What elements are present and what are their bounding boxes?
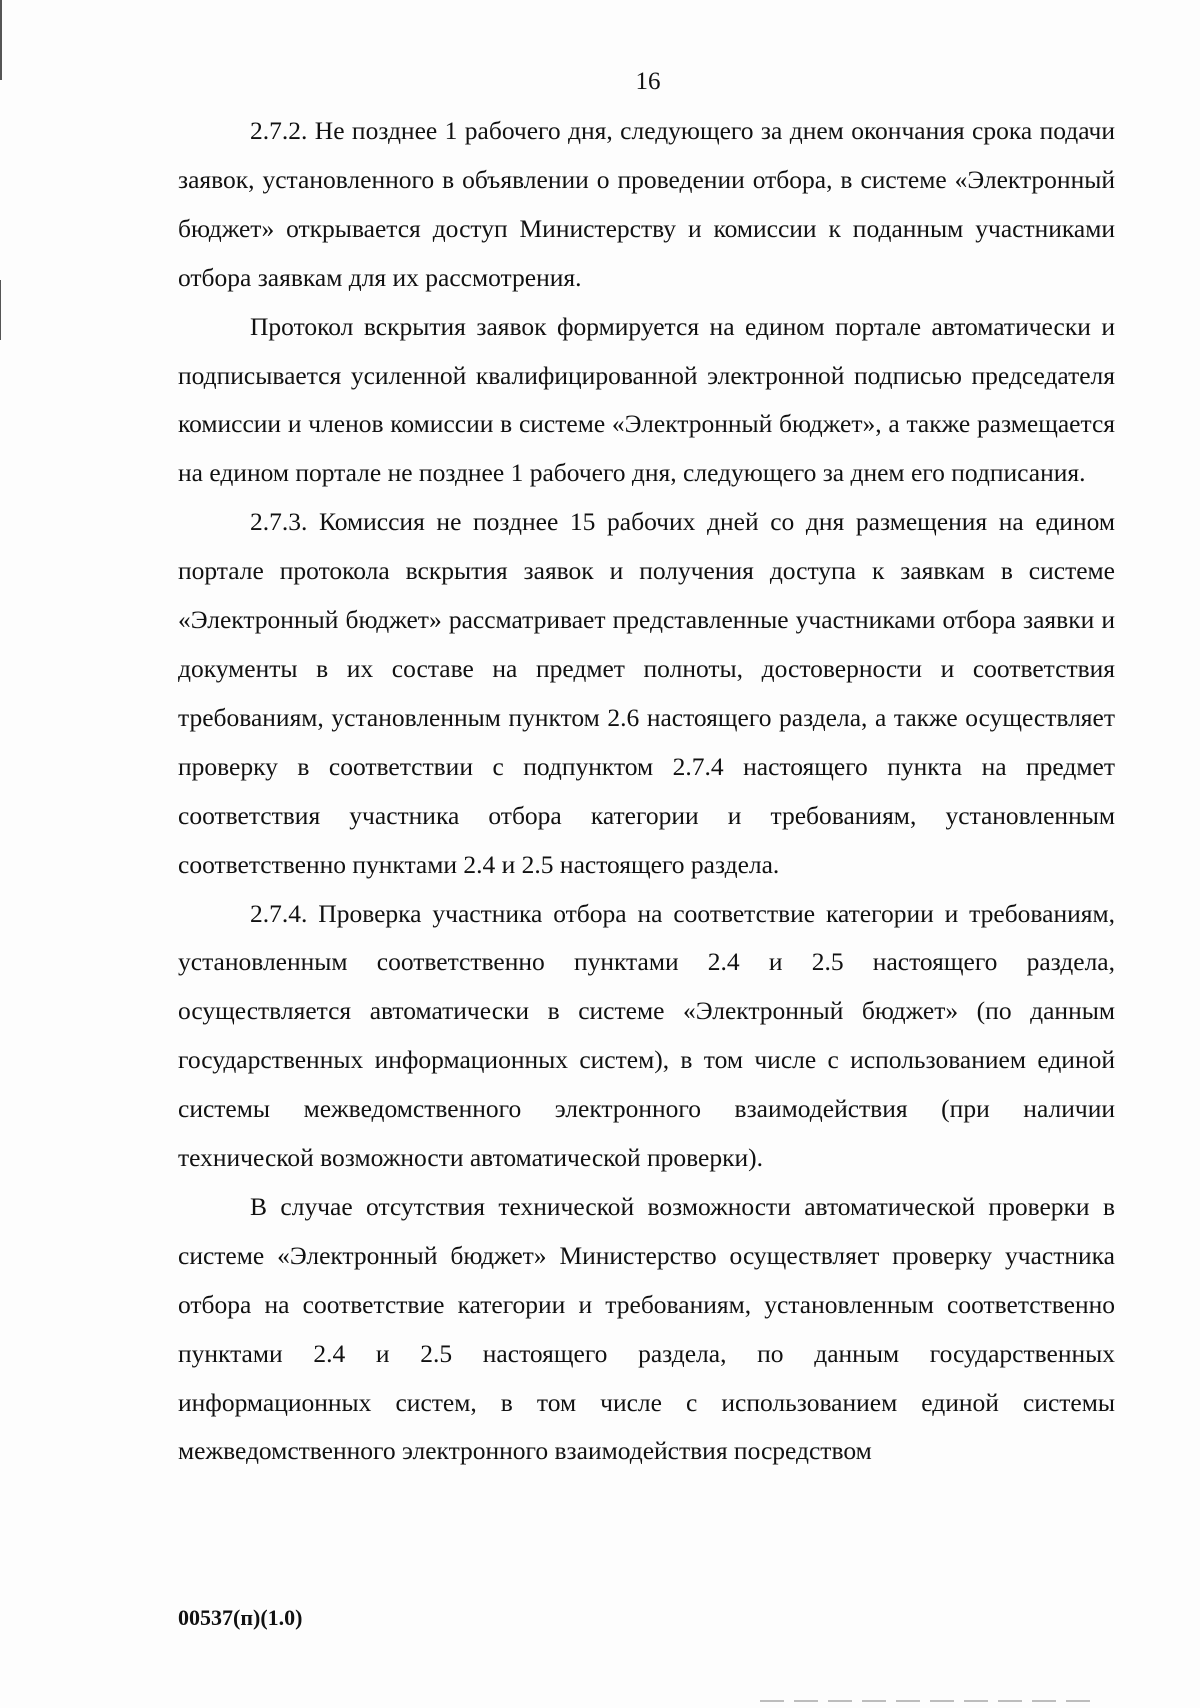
document-code: 00537(п)(1.0) <box>178 1605 303 1630</box>
scan-edge-mark <box>0 280 1 340</box>
body-text <box>178 107 1115 1476</box>
paragraph-2-7-4: 2.7.4. Проверка участника отбора на соответствие категории и требованиям, установленным соответственно пунктами 2.4 и 2.5 настоящего раздела, осуществляется автоматически в системе «Электронный бюджет» (по данным государственных информационных систем), в том числе с использованием единой системы межведомственного электронного взаимодействия (при наличии технической возможности автоматической проверки). <box>178 898 1115 1173</box>
page-number: 16 <box>635 68 661 95</box>
paragraph-2-7-2: 2.7.2. Не позднее 1 рабочего дня, следующего за днем окончания срока подачи заявок, установленного в объявлении о проведении отбора, в системе «Электронный бюджет» открывается доступ Министерству и комиссии к поданным участниками отбора заявкам для их рассмотрения. <box>178 116 1115 292</box>
paragraph-protocol: Протокол вскрытия заявок формируется на едином портале автоматически и подписывается усиленной квалифицированной электронной подписью председателя комиссии и членов комиссии в системе «Электронный бюджет», а также размещается на едином портале не позднее 1 рабочего дня, следующего за днем его подписания. <box>178 311 1115 488</box>
paragraph-manual-check: В случае отсутствия технической возможности автоматической проверки в системе «Электронный бюджет» Министерство осуществляет проверку участника отбора на соответствие категории и требованиям, установленным соответственно пунктами 2.4 и 2.5 настоящего раздела, по данным государственных информационных систем, в том числе с использованием единой системы межведомственного электронного взаимодействия посредством <box>178 1191 1115 1466</box>
bottom-divider <box>760 1700 1100 1702</box>
paragraph-2-7-3: 2.7.3. Комиссия не позднее 15 рабочих дней со дня размещения на едином портале протокола вскрытия заявок и получения доступа к заявкам в системе «Электронный бюджет» рассматривает представленные участниками отбора заявки и документы в их составе на предмет полноты, достоверности и соответствия требованиям, установленным пунктом 2.6 настоящего раздела, а также осуществляет проверку в соответствии с подпунктом 2.7.4 настоящего пункта на предмет соответствия участника отбора категории и требованиям, установленным соответственно пунктами 2.4 и 2.5 настоящего раздела. <box>178 507 1115 879</box>
